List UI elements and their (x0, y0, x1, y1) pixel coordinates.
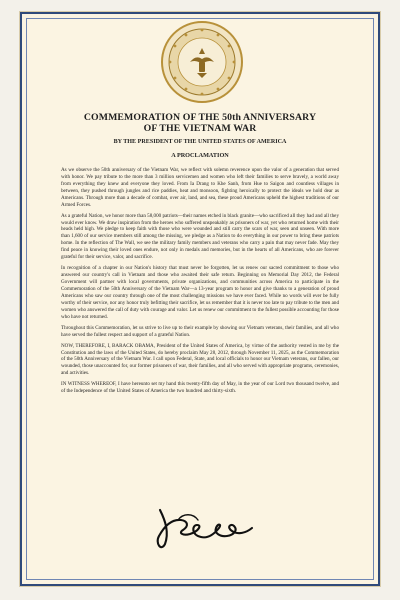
document-title (34, 112, 366, 134)
title-line-1: COMMEMORATION OF THE 50th ANNIVERSARY (83, 112, 317, 123)
presidential-seal-icon (160, 20, 244, 104)
proclamation-label: A PROCLAMATION (171, 152, 229, 159)
proclamation-body (61, 167, 339, 399)
title-line-2: OF THE VIETNAM WAR (143, 123, 257, 134)
paragraph: IN WITNESS WHEREOF, I have hereunto set my hand this twenty-fifth day of May, in the year of our Lord two thousand twelve, and of the Independence of the United States of America the two hundred and thirty-sixth. (61, 381, 339, 395)
presidential-signature-icon (148, 502, 258, 552)
proclamation-document (20, 12, 380, 586)
byline: BY THE PRESIDENT OF THE UNITED STATES OF AMERICA (113, 139, 287, 145)
paragraph: In recognition of a chapter in our Nation's history that must never be forgotten, let us renew our sacred commitment to those who answered our country's call in Vietnam and those who awaited their safe return. Beginning on Memorial Day 2012, the Federal Government will partner with local governments, private organizations, and communities across America to participate in the Commemoration of the 50th Anniversary of the Vietnam War—a 13-year program to honor and give thanks to a generation of proud Americans who saw our country through one of the most challenging missions we have ever faced. While no words will ever be fully worthy of their service, nor any honor truly befitting their sacrifice, let us remember that it is never too late to pay tribute to the men and women who answered the call of duty with courage and valor. Let us renew our commitment to the fullest possible accounting for those who have not returned. (61, 265, 339, 320)
paragraph: As a grateful Nation, we honor more than 58,000 patriots—their names etched in black granite—who sacrificed all they had and all they would ever know. We draw inspiration from the heroes who suffered unspeakably as prisoners of war, yet who returned home with their heads held high. We pledge to keep faith with those who were wounded and still carry the scars of war, seen and unseen. With more than 1,600 of our service members still among the missing, we pledge as a Nation to do everything in our power to bring these patriots home. In the reflection of The Wall, we see the military family members and veterans who carry a pain that may never fade. May they find peace in knowing their loved ones endure, not only in medals and memories, but in the hearts of all Americans, who are forever grateful for their service, valor, and sacrifice. (61, 212, 339, 261)
paragraph: Throughout this Commemoration, let us strive to live up to their example by showing our Vietnam veterans, their families, and all who have served the fullest respect and support of a grateful Nation. (61, 324, 339, 338)
paragraph: NOW, THEREFORE, I, BARACK OBAMA, President of the United States of America, by virtue of the authority vested in me by the Constitution and the laws of the United States, do hereby proclaim May 28, 2012, through November 11, 2025, as the Commemoration of the 50th Anniversary of the Vietnam War. I call upon Federal, State, and local officials to honor our Vietnam veterans, our fallen, our wounded, those unaccounted for, our former prisoners of war, their families, and all who served with appropriate programs, ceremonies, and activities. (61, 342, 339, 377)
paragraph: As we observe the 50th anniversary of the Vietnam War, we reflect with solemn reverence upon the valor of a generation that served with honor. We pay tribute to the more than 3 million servicemen and women who left their families to serve bravely, a world away from everything they knew and everyone they loved. From Ia Drang to Khe Sanh, from Hue to Saigon and countless villages in between, they pushed through jungles and rice paddies, heat and monsoon, fighting heroically to protect the ideals we hold dear as Americans. Through more than a decade of combat, over air, land, and sea, these proud Americans upheld the highest traditions of our Armed Forces. (61, 167, 339, 208)
